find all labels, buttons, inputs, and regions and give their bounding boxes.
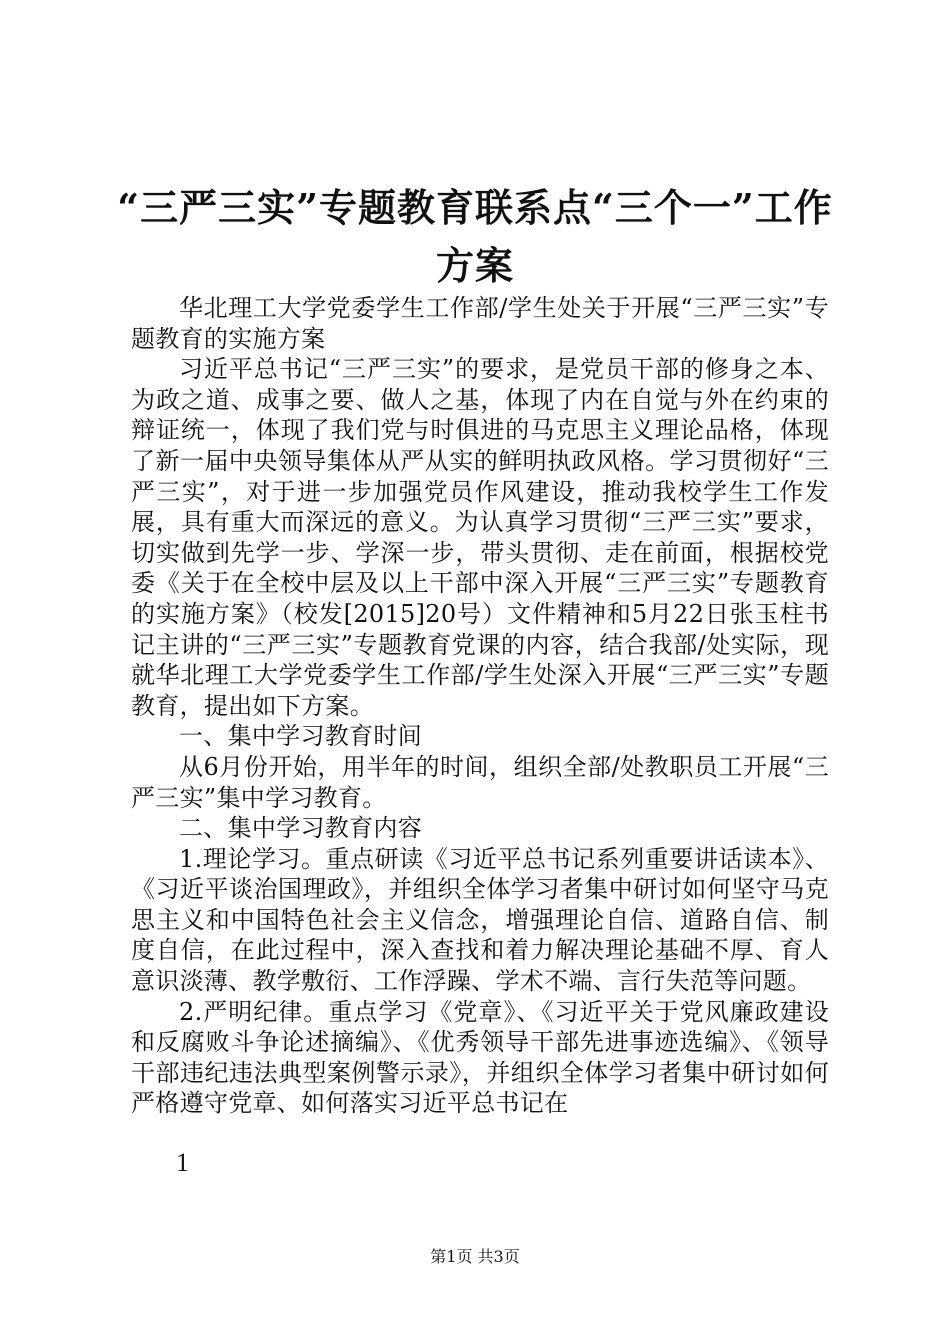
paragraph-subtitle: 华北理工大学党委学生工作部/学生处关于开展“三严三实”专题教育的实施方案: [131, 294, 829, 353]
document-title-line-1: “三严三实”专题教育联系点“三个一”工作: [117, 185, 833, 230]
page-number: 1: [176, 1148, 189, 1177]
paragraph-item-2: 2.严明纪律。重点学习《党章》、《习近平关于党风廉政建设和反腐败斗争论述摘编》、《优秀领导干部先进事迹选编》、《领导干部违纪违法典型案例警示录》，并组织全体学习者集中研讨如何严格遵守党章、如何落实习近平总书记在: [131, 997, 829, 1118]
section-heading-1: 一、集中学习教育时间: [179, 722, 422, 751]
page-footer: 第1页 共3页: [430, 1247, 520, 1266]
document-body: [131, 293, 829, 1119]
document-title-line-2: 方案: [435, 243, 514, 288]
section-heading-2: 二、集中学习教育内容: [179, 814, 422, 843]
paragraph-time: 从6月份开始，用半年的时间，组织全部/处教职员工开展“三严三实”集中学习教育。: [131, 752, 829, 812]
paragraph-item-1: 1.理论学习。重点研读《习近平总书记系列重要讲话读本》、《习近平谈治国理政》，并组织全体学习者集中研讨如何坚守马克思主义和中国特色社会主义信念，增强理论自信、道路自信、制度自信，在此过程中，深入查找和着力解决理论基础不厚、育人意识淡薄、教学敷衍、工作浮躁、学术不端、言行失范等问题。: [131, 844, 829, 996]
paragraph-intro: 习近平总书记“三严三实”的要求，是党员干部的修身之本、为政之道、成事之要、做人之基，体现了内在自觉与外在约束的辩证统一，体现了我们党与时俱进的马克思主义理论品格，体现了新一届中央领导集体从严从实的鲜明执政风格。学习贯彻好“三严三实”，对于进一步加强党员作风建设，推动我校学生工作发展，具有重大而深远的意义。为认真学习贯彻“三严三实”要求，切实做到先学一步、学深一步，带头贯彻、走在前面，根据校党委《关于在全校中层及以上干部中深入开展“三严三实”专题教育的实施方案》（校发[2015]20号）文件精神和5月22日张玉柱书记主讲的“三严三实”专题教育党课的内容，结合我部/处实际，现就华北理工大学党委学生工作部/学生处深入开展“三严三实”专题教育，提出如下方案。: [131, 355, 829, 720]
